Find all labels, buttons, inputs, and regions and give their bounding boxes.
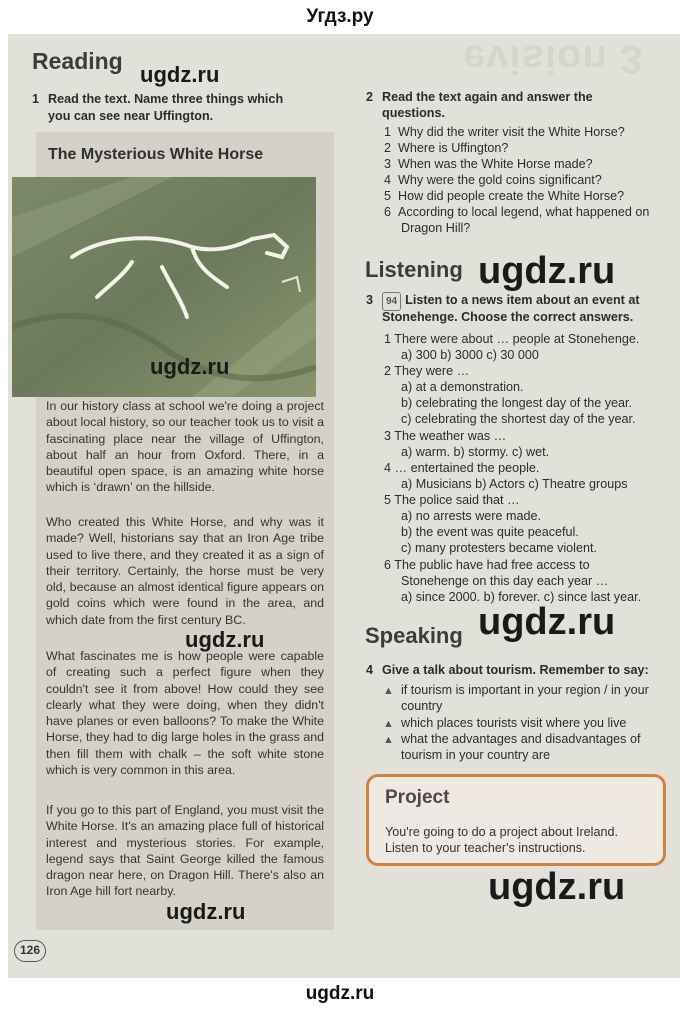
watermark: ugdz.ru	[185, 627, 265, 652]
mirrored-heading: evision 3	[463, 37, 644, 81]
speaking-bullet: ▲ what the advantages and disadvantages of	[383, 731, 640, 748]
speaking-bullet-cont: tourism in your country are	[401, 748, 551, 762]
question-6-continued: Dragon Hill?	[401, 221, 471, 235]
article-title: The Mysterious White Horse	[48, 146, 264, 163]
watermark: ugdz.ru	[478, 601, 616, 643]
question-6: 6 According to local legend, what happened on	[384, 205, 650, 219]
listening-item: b) celebrating the longest day of the year.	[401, 396, 633, 410]
watermark: ugdz.ru	[166, 899, 246, 924]
project-text: You're going to do a project about Ireland. Listen to your teacher's instructions.	[385, 825, 618, 856]
paragraph-1: In our history class at school we're doing a project about local history, so our teacher took us to visit a fascinating place near the village of Uffington, about half an hour from Oxford. There, in a beautiful open space, is an amazing white horse which is ‘drawn’ on the hillside.	[46, 399, 324, 495]
task-1-line-2: you can see near Uffington.	[48, 109, 214, 123]
speech-bubble-icon: ▲	[383, 718, 394, 730]
listening-item: a) at a demonstration.	[401, 380, 524, 394]
listening-item: c) celebrating the shortest day of the year.	[401, 412, 636, 426]
textbook-page	[8, 34, 680, 978]
question-4: 4 Why were the gold coins significant?	[384, 173, 602, 187]
paragraph-2: Who created this White Horse, and why was it made? Well, historians say that an Iron Age tribe used to live there, and they created it as a sign of their territory. Certainly, the horse must be very old, because an almost identical figure appears on gold coins which were found in the area, and which date from the first century BC.	[46, 515, 324, 627]
speaking-heading: Speaking	[365, 623, 463, 648]
question-2: 2 Where is Uffington?	[384, 141, 509, 155]
listening-item: a) since 2000. b) forever. c) since last year.	[401, 590, 642, 604]
listening-item: 5 The police said that …	[384, 493, 520, 507]
task-3-line-2: Stonehenge. Choose the correct answers.	[382, 310, 634, 324]
question-3: 3 When was the White Horse made?	[384, 157, 593, 171]
watermark: ugdz.ru	[150, 354, 230, 379]
site-header: Угдз.ру	[306, 6, 374, 27]
project-title: Project	[385, 787, 450, 808]
task-4-number: 4	[366, 663, 374, 677]
audio-track-badge: 94	[382, 292, 401, 311]
question-5: 5 How did people create the White Horse?	[384, 189, 625, 203]
reading-heading: Reading	[32, 48, 123, 74]
paragraph-3: What fascinates me is how people were capable of creating such a perfect figure when they couldn't see it from above! How could they see clearly what they were doing, when they didn't have planes or even balloons? To make the White Horse, they had to dig large holes in the grass and then fill them with chalk – the soft white stone which is very common in this area.	[46, 649, 324, 778]
speech-bubble-icon: ▲	[383, 685, 394, 697]
task-3-line-1: 3 94 Listen to a news item about an event at	[366, 292, 640, 311]
listening-item: Stonehenge on this day each year …	[401, 574, 609, 588]
listening-item: 3 The weather was …	[384, 429, 507, 443]
project-box	[366, 774, 666, 866]
listening-item: b) the event was quite peaceful.	[401, 525, 579, 539]
listening-item: 2 They were …	[384, 364, 470, 378]
listening-item: 1 There were about … people at Stonehenge.	[384, 332, 640, 346]
task-1-line-1: 1 Read the text. Name three things which	[32, 92, 284, 106]
task-3-number: 3	[366, 293, 374, 307]
watermark: ugdz.ru	[488, 866, 626, 908]
watermark: ugdz.ru	[478, 250, 616, 292]
speaking-bullet-cont: country	[401, 699, 443, 713]
page-number: 126	[14, 940, 46, 962]
task-4: 4 Give a talk about tourism. Remember to say:	[366, 663, 649, 677]
question-1: 1 Why did the writer visit the White Horse?	[384, 125, 625, 139]
speaking-bullet: ▲ which places tourists visit where you live	[383, 715, 626, 732]
task-2-line-2: questions.	[382, 106, 445, 120]
speaking-bullet: ▲ if tourism is important in your region / in your	[383, 682, 649, 699]
task-1-number: 1	[32, 92, 40, 106]
task-2-line-1: 2 Read the text again and answer the	[366, 90, 593, 104]
task-2-number: 2	[366, 90, 374, 104]
listening-item: 4 … entertained the people.	[384, 461, 540, 475]
listening-heading: Listening	[365, 257, 463, 282]
speech-bubble-icon: ▲	[383, 734, 394, 746]
listening-item: a) 300 b) 3000 c) 30 000	[401, 348, 539, 362]
listening-item: 6 The public have had free access to	[384, 558, 590, 572]
paragraph-4: If you go to this part of England, you must visit the White Horse. It's an amazing place full of historical interest and mysterious stories. For example, legend says that Saint George killed the famous dragon near here, on Dragon Hill. There's also an Iron Age hill fort nearby.	[46, 803, 324, 899]
listening-item: a) warm. b) stormy. c) wet.	[401, 445, 550, 459]
site-footer: ugdz.ru	[305, 983, 375, 1004]
listening-item: c) many protesters became violent.	[401, 541, 597, 555]
listening-item: a) Musicians b) Actors c) Theatre groups	[401, 477, 628, 491]
listening-item: a) no arrests were made.	[401, 509, 541, 523]
watermark: ugdz.ru	[140, 62, 220, 87]
